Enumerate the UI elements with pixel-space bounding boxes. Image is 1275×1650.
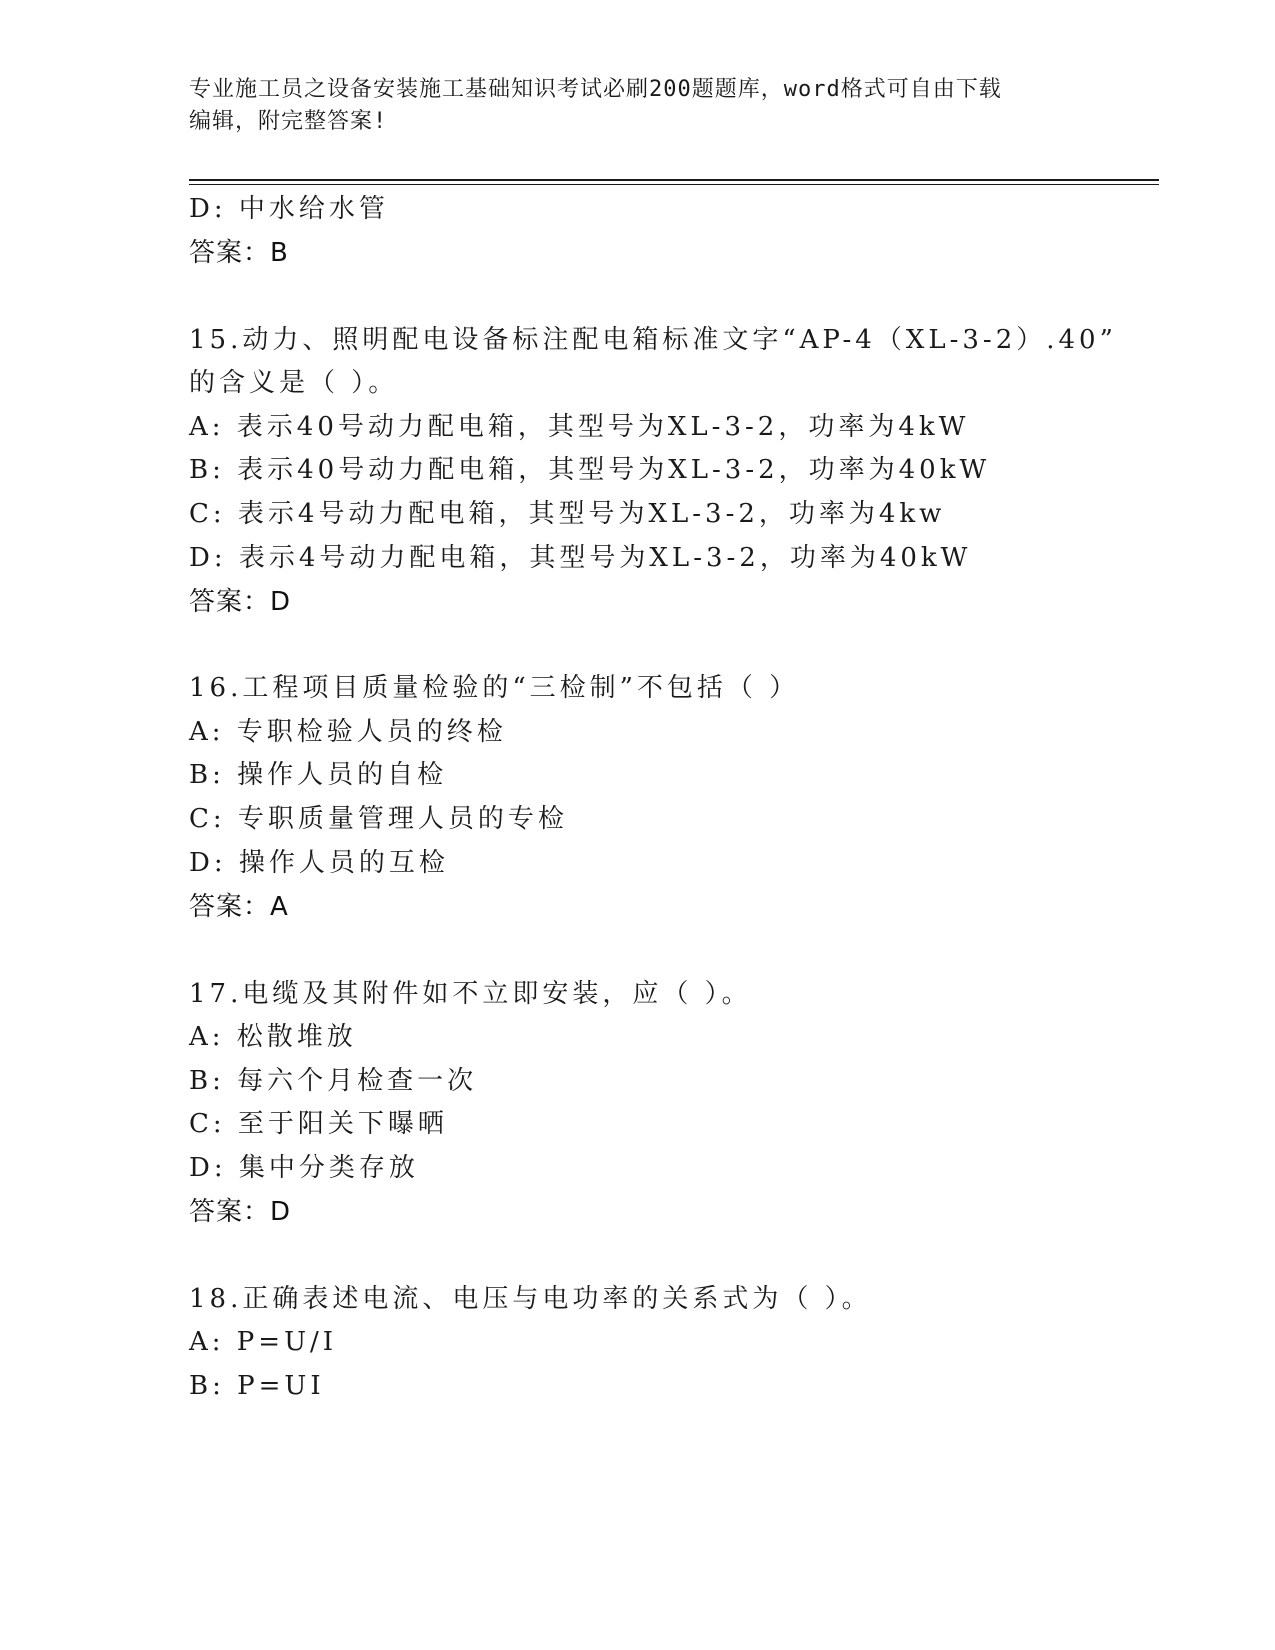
q17-option-d: D: 集中分类存放 <box>189 1153 419 1183</box>
q16-stem: 16.工程项目质量检验的“三检制”不包括（ ） <box>189 673 800 703</box>
q16-answer: 答案：A <box>189 892 289 922</box>
q16-option-c: C: 专职质量管理人员的专检 <box>189 804 568 834</box>
document-header <box>189 74 1089 138</box>
q16-option-b: B: 操作人员的自检 <box>189 760 448 790</box>
q14-answer: 答案：B <box>189 238 289 268</box>
q15-stem-line-2: 的含义是（ ）。 <box>189 368 399 398</box>
q17-option-c: C: 至于阳关下曝晒 <box>189 1109 448 1139</box>
q18-option-a: A: P=U/I <box>189 1327 338 1357</box>
q15-option-d: D: 表示4号动力配电箱，其型号为XL-3-2，功率为40kW <box>189 543 972 573</box>
q14-option-d: D: 中水给水管 <box>189 194 389 224</box>
q17-option-a: A: 松散堆放 <box>189 1022 357 1052</box>
q17-option-b: B: 每六个月检查一次 <box>189 1066 478 1096</box>
header-divider-thin <box>189 184 1159 185</box>
q15-option-b: B: 表示40号动力配电箱，其型号为XL-3-2，功率为40kW <box>189 455 991 485</box>
q15-stem-line-1: 15.动力、照明配电设备标注配电箱标准文字“AP-4（XL-3-2）.40” <box>189 325 1117 355</box>
header-title-line-2: 编辑，附完整答案! <box>189 109 388 134</box>
q16-option-a: A: 专职检验人员的终检 <box>189 717 507 747</box>
q17-stem: 17.电缆及其附件如不立即安装，应（ ）。 <box>189 979 752 1009</box>
q18-option-b: B: P=UI <box>189 1371 325 1401</box>
q15-option-c: C: 表示4号动力配电箱，其型号为XL-3-2，功率为4kw <box>189 499 946 529</box>
q15-option-a: A: 表示40号动力配电箱，其型号为XL-3-2，功率为4kW <box>189 412 970 442</box>
header-title-line-1: 专业施工员之设备安装施工基础知识考试必刷200题题库，word格式可自由下载 <box>189 77 1002 102</box>
q17-answer: 答案：D <box>189 1197 292 1227</box>
q18-stem: 18.正确表述电流、电压与电功率的关系式为（ ）。 <box>189 1284 872 1314</box>
q15-answer: 答案：D <box>189 587 292 617</box>
header-divider-thick <box>189 179 1159 181</box>
q16-option-d: D: 操作人员的互检 <box>189 848 449 878</box>
